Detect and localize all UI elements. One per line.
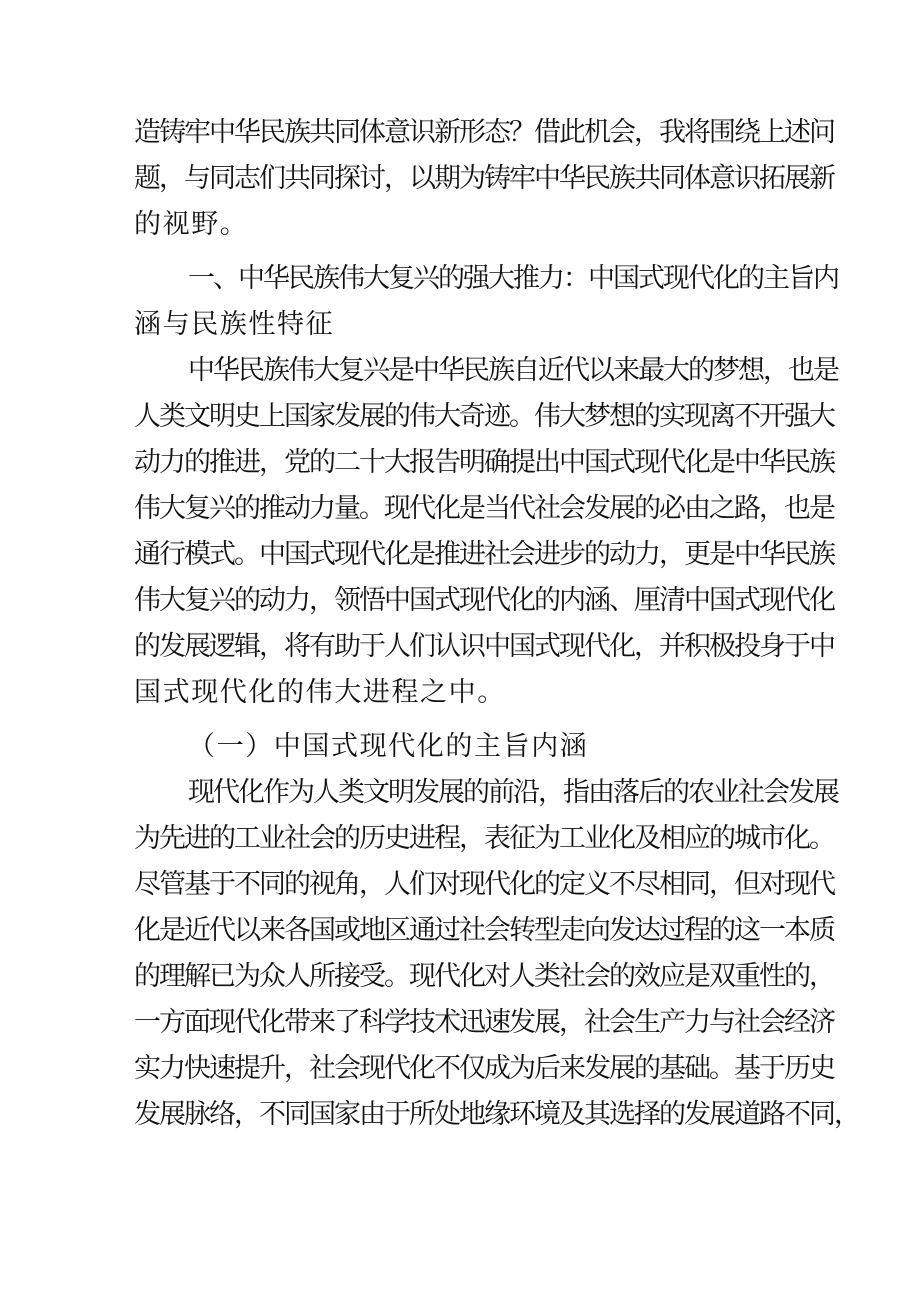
- text-line: 的发展逻辑，将有助于人们认识中国式现代化，并积极投身于中: [134, 631, 834, 662]
- section-heading-line: 涵与民族性特征: [134, 309, 335, 340]
- text-line: 的理解已为众人所接受。现代化对人类社会的效应是双重性的，: [134, 961, 834, 992]
- subsection-heading-line: （一）中国式现代化的主旨内涵: [188, 731, 589, 762]
- text-line: 通行模式。中国式现代化是推进社会进步的动力，更是中华民族: [134, 539, 834, 570]
- text-line: 化是近代以来各国或地区通过社会转型走向发达过程的这一本质: [134, 915, 834, 946]
- text-line: 动力的推进，党的二十大报告明确提出中国式现代化是中华民族: [134, 447, 834, 478]
- text-line: 尽管基于不同的视角，人们对现代化的定义不尽相同，但对现代: [134, 869, 834, 900]
- text-line: 人类文明史上国家发展的伟大奇迹。伟大梦想的实现离不开强大: [134, 401, 834, 432]
- text-line: 发展脉络，不同国家由于所处地缘环境及其选择的发展道路不同，: [134, 1099, 859, 1130]
- text-line: 伟大复兴的推动力量。现代化是当代社会发展的必由之路，也是: [134, 493, 834, 524]
- section-heading-line: 一、中华民族伟大复兴的强大推力：中国式现代化的主旨内: [188, 263, 838, 294]
- text-line: 中华民族伟大复兴是中华民族自近代以来最大的梦想，也是: [188, 355, 838, 386]
- text-line: 国式现代化的伟大进程之中。: [134, 677, 506, 708]
- text-line: 的视野。: [134, 209, 249, 240]
- text-line: 题，与同志们共同探讨，以期为铸牢中华民族共同体意识拓展新: [134, 163, 834, 194]
- text-line: 造铸牢中华民族共同体意识新形态？借此机会，我将围绕上述问: [134, 117, 834, 148]
- text-line: 伟大复兴的动力，领悟中国式现代化的内涵、厘清中国式现代化: [134, 585, 834, 616]
- text-line: 一方面现代化带来了科学技术迅速发展，社会生产力与社会经济: [134, 1007, 834, 1038]
- text-line: 为先进的工业社会的历史进程，表征为工业化及相应的城市化。: [134, 823, 834, 854]
- text-line: 实力快速提升，社会现代化不仅成为后来发展的基础。基于历史: [134, 1053, 834, 1084]
- text-line: 现代化作为人类文明发展的前沿，指由落后的农业社会发展: [188, 777, 838, 808]
